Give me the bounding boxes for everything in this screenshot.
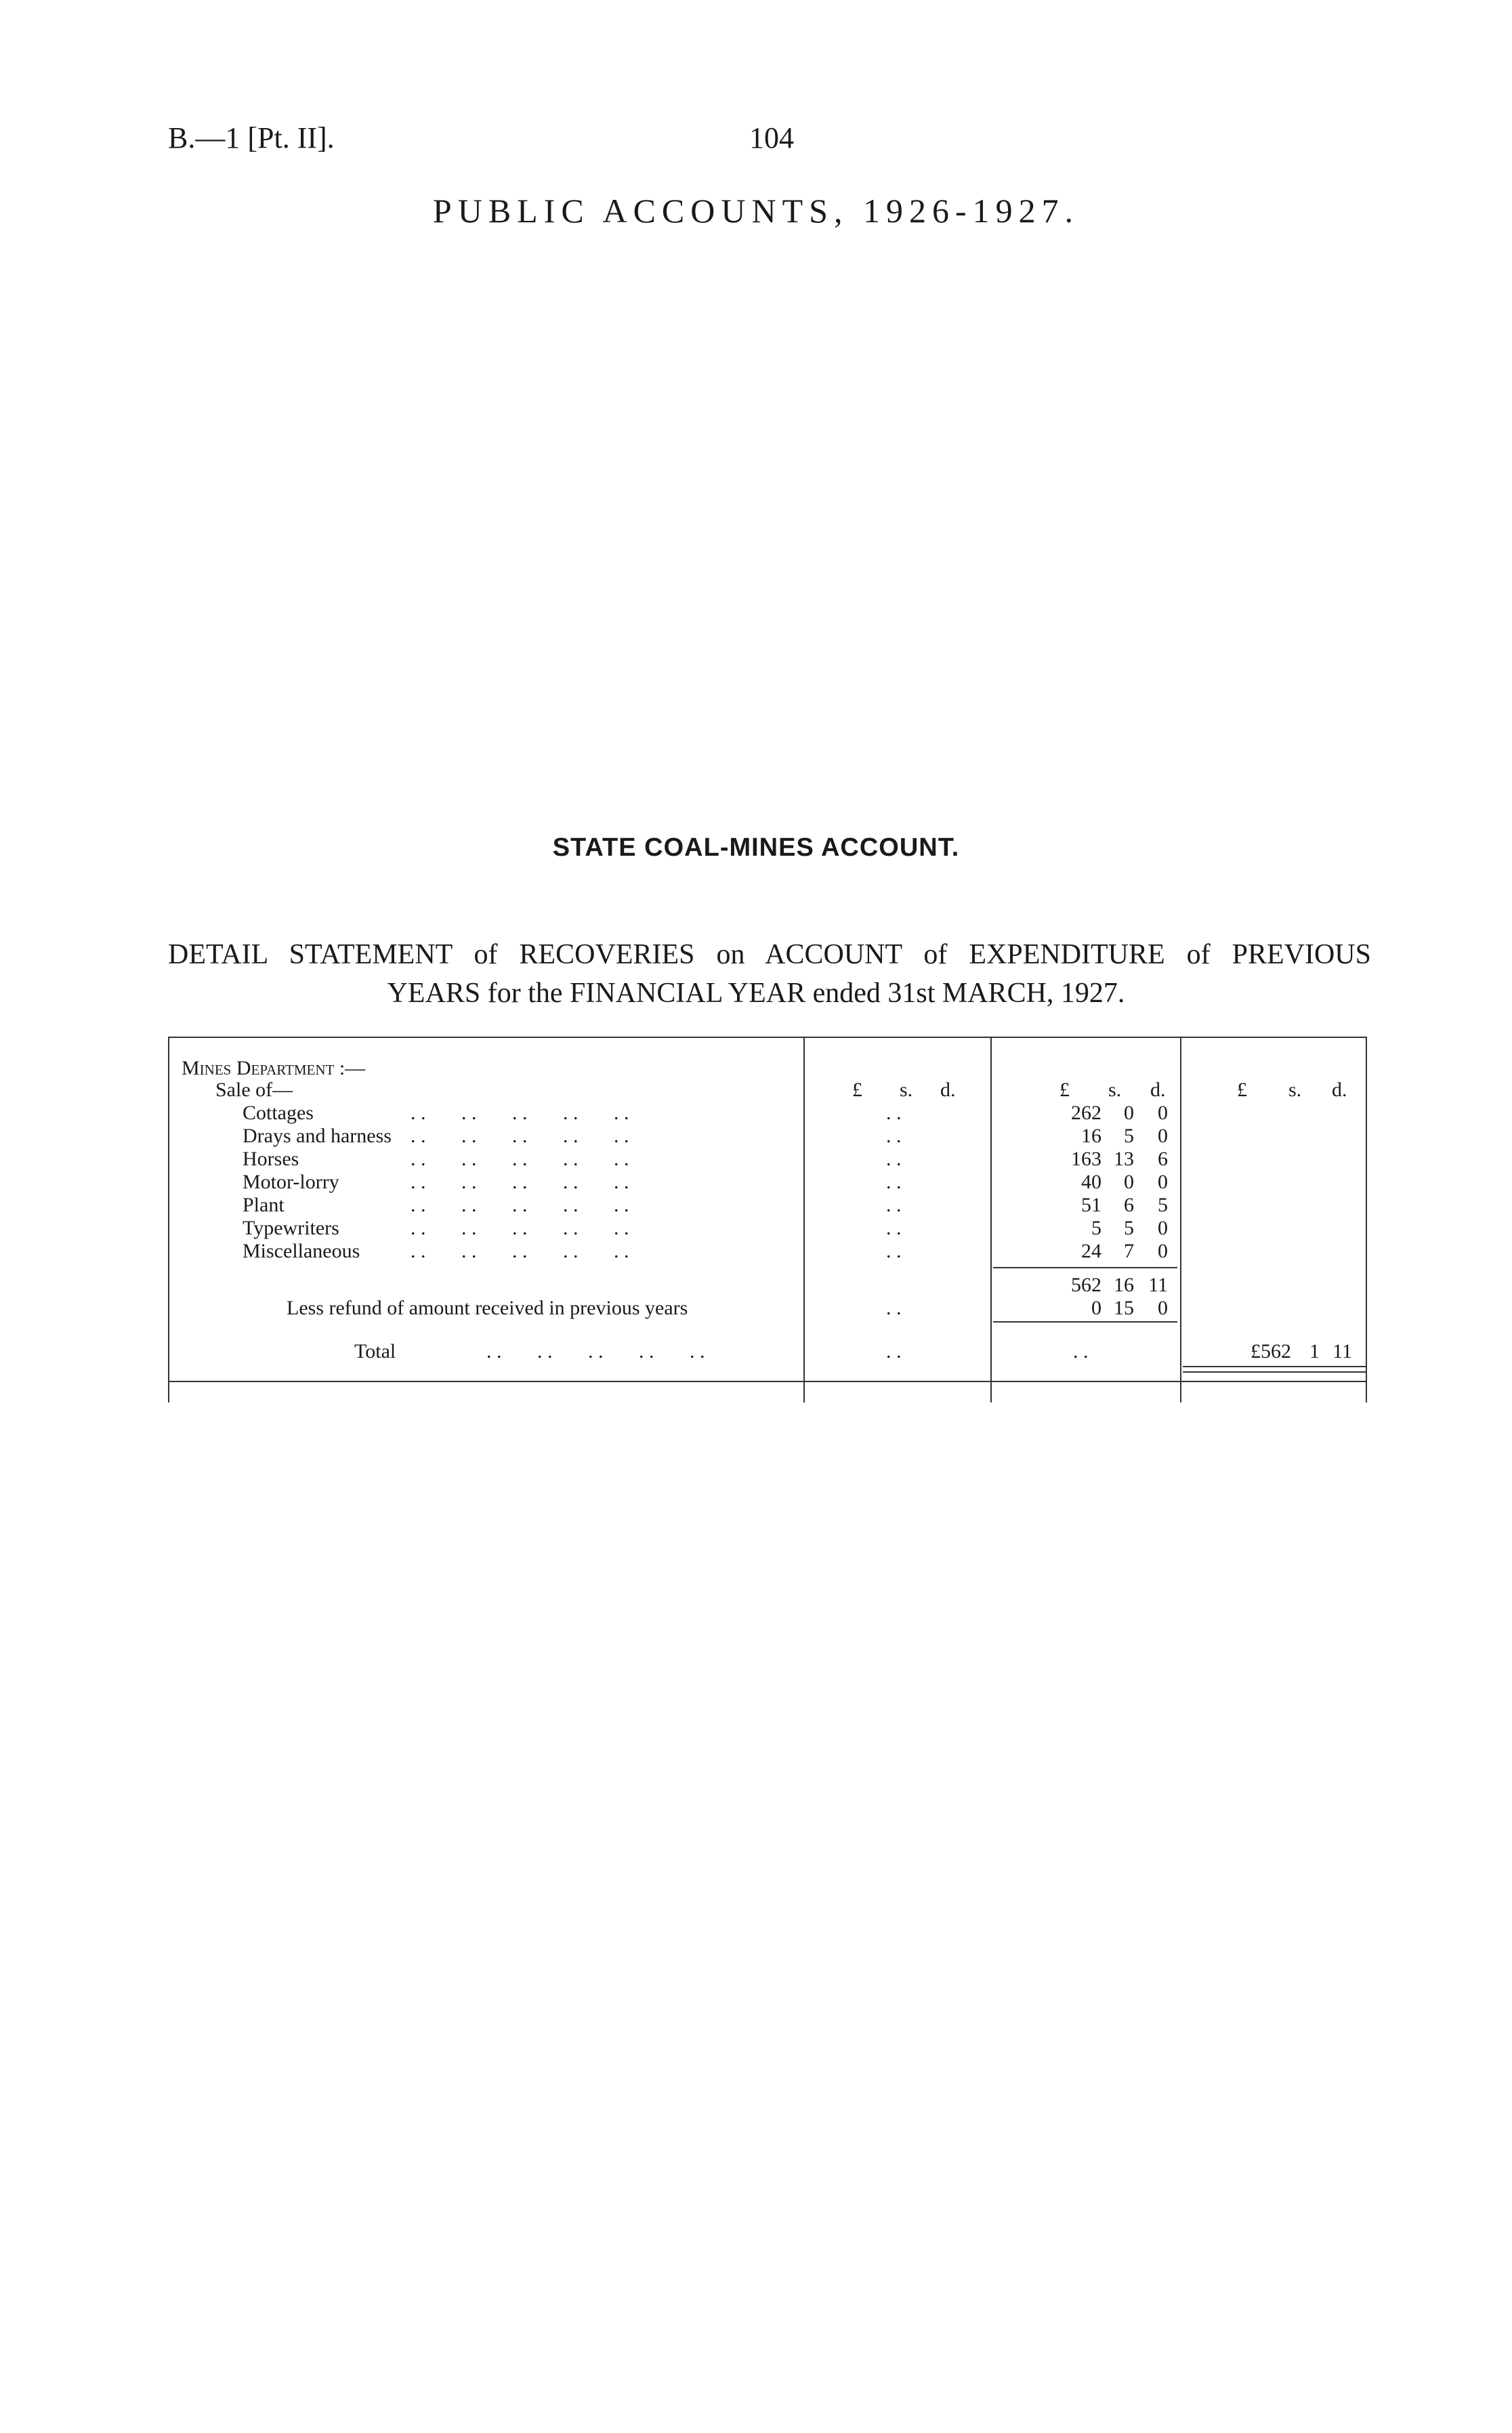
total-pounds: £562 [1251, 1340, 1291, 1363]
item-label: Cottages [243, 1102, 314, 1124]
item-shillings: 5 [1124, 1125, 1134, 1147]
item-pence: 0 [1158, 1102, 1168, 1124]
total-leader: . . . . . . . . . . [486, 1340, 705, 1363]
running-title: PUBLIC ACCOUNTS, 1926-1927. [432, 192, 1080, 230]
page-number: 104 [749, 121, 794, 154]
account-title: STATE COAL-MINES ACCOUNT. [552, 833, 960, 862]
item-shillings: 0 [1124, 1171, 1134, 1193]
item-leader: . . . . . . . . . . [411, 1125, 629, 1147]
table-left-border [168, 1037, 169, 1402]
department-heading: Mines Department :— [182, 1057, 366, 1079]
item-label: Plant [243, 1194, 285, 1216]
item-col1-leader: . . [886, 1217, 902, 1239]
refund-rule [993, 1321, 1177, 1323]
subtotal-pence: 11 [1148, 1274, 1168, 1296]
item-col1-leader: . . [886, 1171, 902, 1193]
col1-pounds-header: £ [852, 1079, 862, 1101]
column-divider [803, 1037, 805, 1402]
item-pence: 5 [1158, 1194, 1168, 1216]
col3-pence-header: d. [1332, 1079, 1347, 1101]
refund-shillings: 15 [1114, 1297, 1134, 1319]
total-shillings: 1 [1309, 1340, 1320, 1363]
total-label: Total [354, 1340, 396, 1363]
col3-pounds-header: £ [1237, 1079, 1247, 1101]
sale-of-label: Sale of— [215, 1079, 293, 1101]
item-col1-leader: . . [886, 1240, 902, 1262]
column-divider [1180, 1037, 1181, 1402]
item-pence: 6 [1158, 1148, 1168, 1170]
item-pounds: 51 [1081, 1194, 1101, 1216]
refund-label: Less refund of amount received in previous years [287, 1297, 688, 1319]
item-shillings: 13 [1114, 1148, 1134, 1170]
total-double-rule [1183, 1366, 1366, 1367]
total-pence: 11 [1332, 1340, 1352, 1363]
item-label: Horses [243, 1148, 299, 1170]
item-pence: 0 [1158, 1125, 1168, 1147]
total-double-rule [1183, 1371, 1366, 1373]
item-shillings: 7 [1124, 1240, 1134, 1262]
item-pence: 0 [1158, 1240, 1168, 1262]
table-top-rule [168, 1037, 1367, 1038]
item-pence: 0 [1158, 1171, 1168, 1193]
item-shillings: 5 [1124, 1217, 1134, 1239]
item-pounds: 163 [1071, 1148, 1101, 1170]
col1-pence-header: d. [940, 1079, 956, 1101]
subtotal-rule [993, 1267, 1177, 1268]
col3-shillings-header: s. [1288, 1079, 1302, 1101]
col1-shillings-header: s. [900, 1079, 913, 1101]
refund-col1-leader: . . [886, 1297, 902, 1319]
refund-pence: 0 [1158, 1297, 1168, 1319]
total-col1-leader: . . [886, 1340, 902, 1363]
col2-pence-header: d. [1150, 1079, 1166, 1101]
document-reference: B.—1 [Pt. II]. [168, 121, 335, 154]
item-leader: . . . . . . . . . . [411, 1194, 629, 1216]
item-leader: . . . . . . . . . . [411, 1148, 629, 1170]
item-shillings: 0 [1124, 1102, 1134, 1124]
item-shillings: 6 [1124, 1194, 1134, 1216]
item-label: Typewriters [243, 1217, 339, 1239]
recoveries-table [168, 1037, 1367, 1402]
item-leader: . . . . . . . . . . [411, 1102, 629, 1124]
item-col1-leader: . . [886, 1148, 902, 1170]
statement-title-line-1: DETAIL STATEMENT of RECOVERIES on ACCOUNT of EXPENDITURE of PREVIOUS [168, 939, 1371, 970]
item-leader: . . . . . . . . . . [411, 1240, 629, 1262]
item-col1-leader: . . [886, 1125, 902, 1147]
item-label: Miscellaneous [243, 1240, 360, 1262]
total-col2-leader: . . [1073, 1340, 1089, 1363]
subtotal-pounds: 562 [1071, 1274, 1101, 1296]
table-right-border [1366, 1037, 1367, 1402]
item-col1-leader: . . [886, 1194, 902, 1216]
item-label: Motor-lorry [243, 1171, 339, 1193]
item-pounds: 16 [1081, 1125, 1101, 1147]
refund-pounds: 0 [1091, 1297, 1101, 1319]
table-bottom-rule [168, 1381, 1367, 1382]
column-divider [990, 1037, 992, 1402]
item-leader: . . . . . . . . . . [411, 1171, 629, 1193]
item-pounds: 262 [1071, 1102, 1101, 1124]
col2-pounds-header: £ [1059, 1079, 1070, 1101]
item-pounds: 40 [1081, 1171, 1101, 1193]
col2-shillings-header: s. [1108, 1079, 1122, 1101]
item-pounds: 24 [1081, 1240, 1101, 1262]
item-col1-leader: . . [886, 1102, 902, 1124]
item-pounds: 5 [1091, 1217, 1101, 1239]
subtotal-shillings: 16 [1114, 1274, 1134, 1296]
statement-title-line-2: YEARS for the FINANCIAL YEAR ended 31st MARCH, 1927. [387, 978, 1125, 1009]
item-pence: 0 [1158, 1217, 1168, 1239]
item-label: Drays and harness [243, 1125, 392, 1147]
item-leader: . . . . . . . . . . [411, 1217, 629, 1239]
